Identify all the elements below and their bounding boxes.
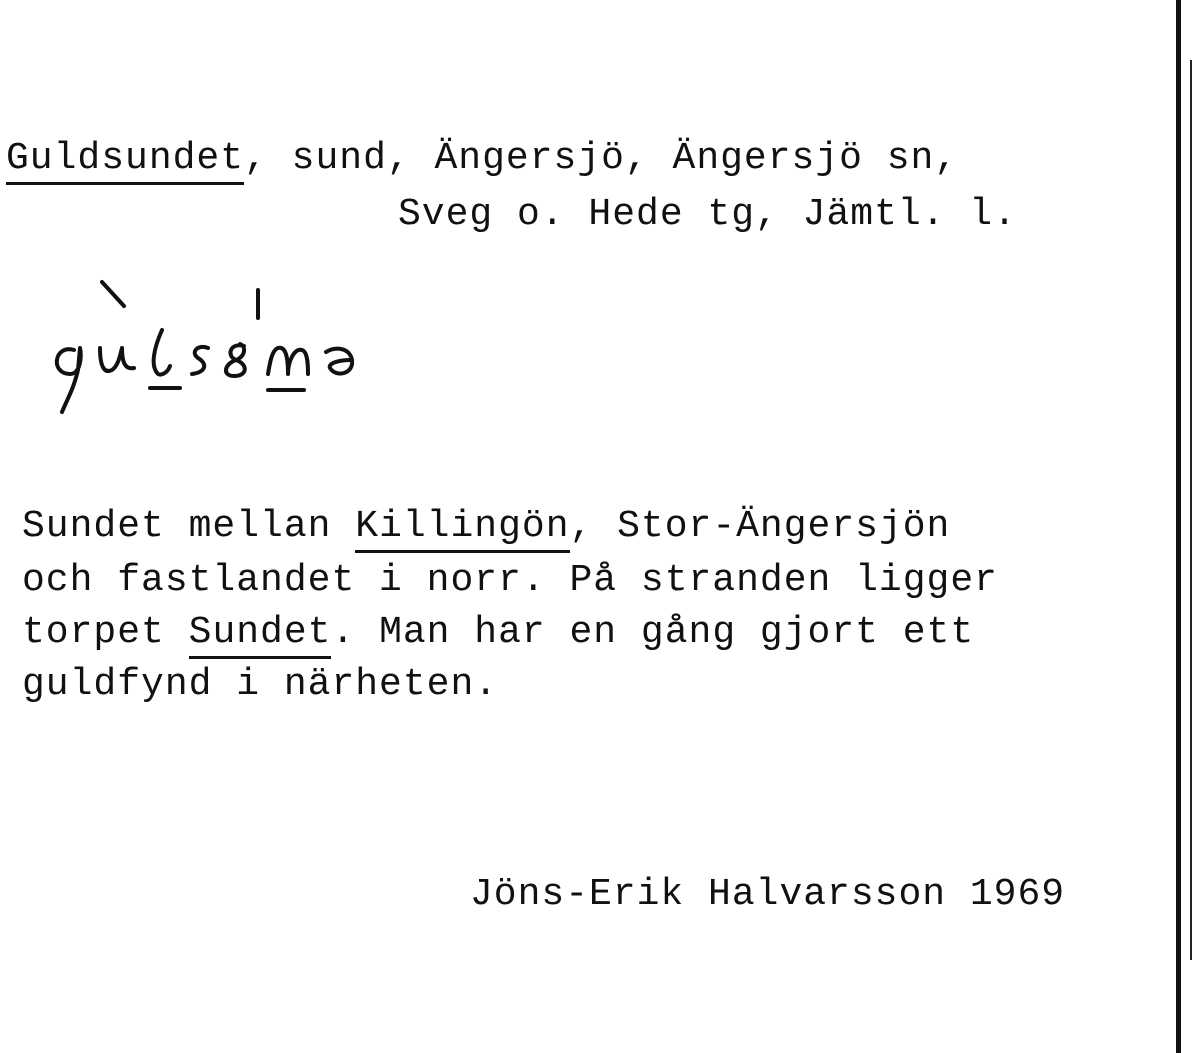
phonetic-transcription-handwritten xyxy=(40,278,370,428)
headword: Guldsundet xyxy=(6,137,244,185)
body-line-2: och fastlandet i norr. På stranden ligger xyxy=(22,559,998,602)
header-line-2: Sveg o. Hede tg, Jämtl. l. xyxy=(398,193,1017,236)
body-line-1 xyxy=(22,505,951,548)
underlined-place-killingon: Killingön xyxy=(355,505,569,553)
card-edge-border xyxy=(1176,0,1181,1053)
underlined-place-sundet: Sundet xyxy=(189,611,332,659)
body-line-3 xyxy=(22,611,975,654)
body-line-1-start: Sundet mellan xyxy=(22,505,356,548)
body-line-4: guldfynd i närheten. xyxy=(22,663,499,706)
header-line-1-rest: , sund, Ängersjö, Ängersjö sn, xyxy=(244,137,959,180)
signature: Jöns-Erik Halvarsson 1969 xyxy=(470,873,1066,916)
body-line-3-start: torpet xyxy=(22,611,189,654)
header-line-1 xyxy=(6,137,959,180)
body-line-1-end: , Stor-Ängersjön xyxy=(569,505,951,548)
body-line-3-end: . Man har en gång gjort ett xyxy=(331,611,975,654)
card-edge-border-thin xyxy=(1190,60,1192,960)
